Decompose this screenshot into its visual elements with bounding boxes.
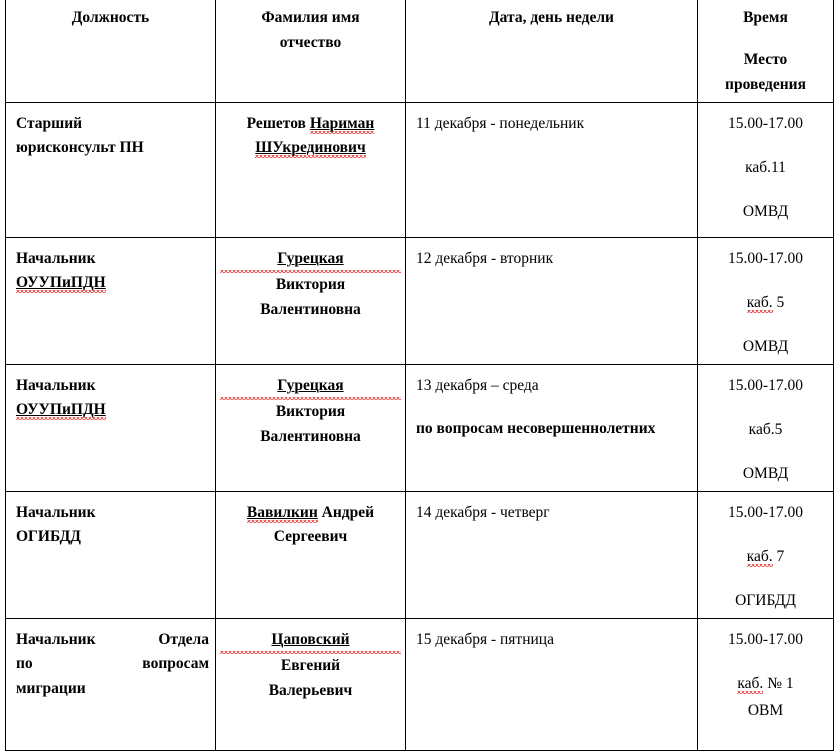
time-range: 15.00-17.00 [728,377,803,394]
cell-date [406,619,698,751]
room-flagged: каб. [746,294,773,312]
cell-time [698,103,834,238]
column-header-name [216,0,406,103]
date-text: 14 декабря - четверг [416,504,550,521]
column-header-name-label-line2: отчество [279,34,342,52]
cell-name [216,103,406,238]
column-header-post-label: Должность [71,9,150,26]
room-flagged: каб. [746,548,773,566]
room-label [706,545,825,569]
post-line2-flagged: ОУУПиПДН [16,401,106,419]
name-given: Виктория [275,403,346,421]
post-line2: ОГИБДД [16,528,81,546]
cell-date [406,238,698,365]
place-label: ОМВД [742,465,789,483]
room-text: 5 [772,294,785,312]
name-patronymic: Сергеевич [273,528,348,546]
column-header-date [406,0,698,103]
room-label [706,672,825,696]
post-line1: Начальник [16,504,96,521]
post-line1: Начальник Отдела [16,631,209,648]
name-patronymic: Валерьевич [268,681,353,699]
name-given: Виктория [275,276,346,294]
column-header-date-label: Дата, день недели [489,9,614,26]
cell-name [216,365,406,492]
cell-post [6,103,216,238]
name-given: Евгений [280,657,341,675]
name-patronymic-flagged: ШУкрединович [255,139,366,157]
post-line1: Старший [16,115,83,132]
room-text: каб.5 [748,421,783,439]
date-text: 12 декабря - вторник [416,250,554,267]
cell-time [698,238,834,365]
place-label: ОГИБДД [735,592,796,610]
column-header-time-label-line3: проведения [725,76,806,94]
room-text: № 1 [763,675,794,693]
name-surname-flagged: Цаповский [220,628,401,654]
cell-date [406,103,698,238]
reception-schedule-table [5,0,834,751]
name-patronymic: Валентиновна [260,427,361,445]
room-flagged: каб. [737,675,764,693]
room-label [706,418,825,442]
room-text: 7 [772,548,785,566]
time-range: 15.00-17.00 [728,631,803,648]
cell-time [698,365,834,492]
table-row [6,238,834,365]
column-header-time-label-line1: Время [743,9,788,26]
cell-post [6,619,216,751]
name-surname-flagged: Гурецкая [220,247,401,273]
column-header-name-label-line1: Фамилия имя [261,9,360,26]
room-label [706,156,825,180]
cell-name [216,238,406,365]
name-given: Андрей [317,504,375,521]
column-header-post [6,0,216,103]
place-label: ОВМ [747,702,784,720]
date-text: 13 декабря – среда [416,377,539,394]
cell-date [406,492,698,619]
time-range: 15.00-17.00 [728,115,803,132]
column-header-time [698,0,834,103]
place-label: ОМВД [742,338,789,356]
cell-post [6,365,216,492]
name-surname-flagged: Вавилкин [246,504,318,521]
cell-post [6,492,216,619]
date-text: 11 декабря - понедельник [416,115,585,132]
name-given-flagged: Нариман [309,115,375,132]
cell-date [406,365,698,492]
table-row [6,365,834,492]
cell-name [216,619,406,751]
column-header-time-label-line2: Место [743,51,788,69]
table-row [6,492,834,619]
post-line3: миграции [16,679,86,697]
room-label [706,291,825,315]
cell-name [216,492,406,619]
cell-time [698,492,834,619]
room-text: каб.11 [745,159,786,177]
place-label: ОМВД [742,203,789,221]
name-patronymic: Валентиновна [260,300,361,318]
time-range: 15.00-17.00 [728,504,803,521]
post-line1: Начальник [16,250,96,267]
name-surname: Решетов [246,115,310,132]
post-line2: по вопросам [16,655,209,673]
name-surname-flagged: Гурецкая [220,374,401,400]
header-spacer [698,30,833,47]
table-header-row [6,0,834,103]
cell-post [6,238,216,365]
post-line2-flagged: ОУУПиПДН [16,274,106,292]
time-range: 15.00-17.00 [728,250,803,267]
table-row [6,619,834,751]
cell-time [698,619,834,751]
date-text: 15 декабря - пятница [416,631,554,648]
table-row [6,103,834,238]
date-note: по вопросам несовершеннолетних [416,420,656,438]
post-line2: юрисконсульт ПН [16,139,144,157]
post-line1: Начальник [16,377,96,394]
